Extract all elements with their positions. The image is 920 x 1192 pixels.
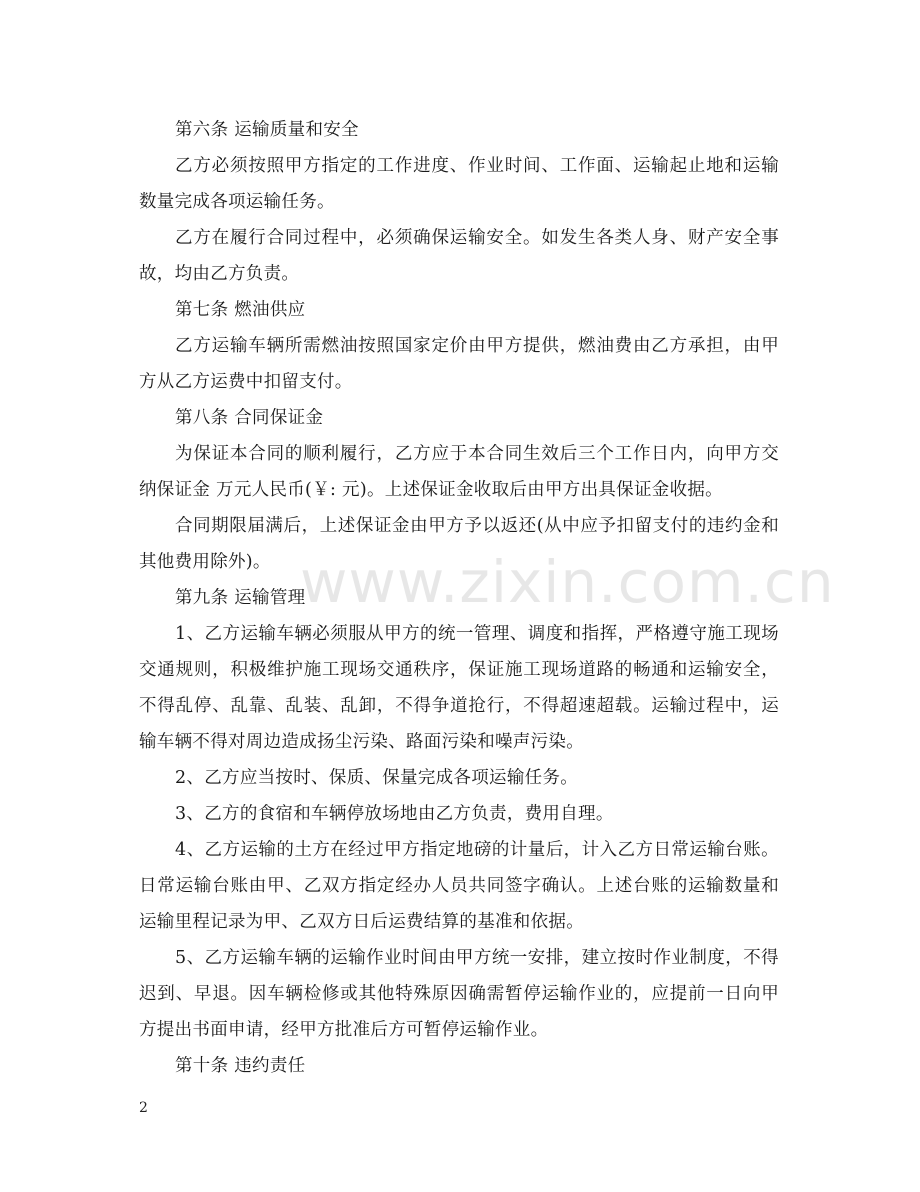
list-item: 5、乙方运输车辆的运输作业时间由甲方统一安排，建立按时作业制度，不得迟到、早退。因车辆检修或其他特殊原因确需暂停运输作业的，应提前一日向甲方提出书面申请，经甲方批准后方可暂停运输作业。 [139, 948, 779, 1040]
paragraph: 为保证本合同的顺利履行，乙方应于本合同生效后三个工作日内，向甲方交纳保证金 万元人民币(￥: 元)。上述保证金收取后由甲方出具保证金收据。 [139, 444, 779, 500]
paragraph: 乙方运输车辆所需燃油按照国家定价由甲方提供，燃油费由乙方承担，由甲方从乙方运费中扣留支付。 [139, 336, 779, 392]
page-number: 2 [139, 1100, 148, 1116]
list-item: 2、乙方应当按时、保质、保量完成各项运输任务。 [175, 768, 579, 788]
section-heading-8: 第八条 合同保证金 [175, 408, 324, 428]
paragraph: 合同期限届满后，上述保证金由甲方予以返还(从中应予扣留支付的违约金和其他费用除外)。 [139, 516, 779, 572]
section-heading-9: 第九条 运输管理 [175, 588, 306, 608]
section-heading-7: 第七条 燃油供应 [175, 300, 306, 320]
paragraph: 乙方在履行合同过程中，必须确保运输安全。如发生各类人身、财产安全事故，均由乙方负责。 [139, 228, 779, 284]
section-heading-6: 第六条 运输质量和安全 [175, 120, 359, 140]
list-item: 4、乙方运输的土方在经过甲方指定地磅的计量后，计入乙方日常运输台账。日常运输台账由甲、乙双方指定经办人员共同签字确认。上述台账的运输数量和运输里程记录为甲、乙双方日后运费结算的基准和依据。 [139, 840, 779, 932]
document-body [139, 112, 779, 1084]
paragraph: 乙方必须按照甲方指定的工作进度、作业时间、工作面、运输起止地和运输数量完成各项运输任务。 [139, 156, 779, 212]
list-item: 1、乙方运输车辆必须服从甲方的统一管理、调度和指挥，严格遵守施工现场交通规则，积极维护施工现场交通秩序，保证施工现场道路的畅通和运输安全，不得乱停、乱靠、乱装、乱卸，不得争道抢行，不得超速超载。运输过程中，运输车辆不得对周边造成扬尘污染、路面污染和噪声污染。 [139, 624, 779, 752]
section-heading-10: 第十条 违约责任 [175, 1056, 306, 1076]
watermark: www.zixin.com.cn [300, 548, 835, 616]
list-item: 3、乙方的食宿和车辆停放场地由乙方负责，费用自理。 [175, 804, 614, 824]
